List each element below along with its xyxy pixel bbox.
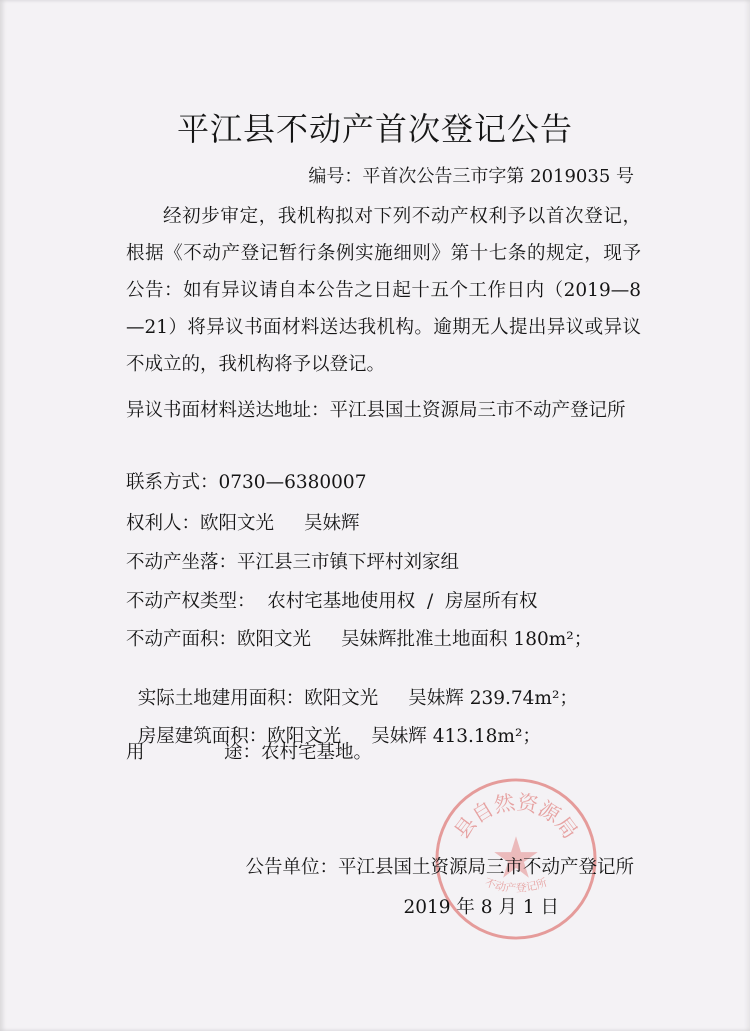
right-type-line: 不动产权类型： 农村宅基地使用权 / 房屋所有权 xyxy=(126,591,538,612)
contact-line: 联系方式：0730—6380007 xyxy=(126,472,367,493)
seal-inner-text: 不动产登记所 xyxy=(483,875,549,895)
usage-label-second: 途： xyxy=(224,742,262,763)
area-person-1: 欧阳文光 xyxy=(237,629,312,650)
area-label: 不动产面积： xyxy=(126,629,238,650)
seal-outer-text: 县自然资源局 xyxy=(449,789,583,844)
owners-label: 权利人： xyxy=(126,513,201,534)
owner-1: 欧阳文光 xyxy=(200,513,275,534)
notice-title: 平江县不动产首次登记公告 xyxy=(176,110,573,148)
usage-value: 农村宅基地。 xyxy=(261,742,373,763)
document-number: 编号：平首次公告三市字第 2019035 号 xyxy=(308,166,634,187)
actual-land-area-label: 实际土地建用面积： xyxy=(137,688,305,709)
actual-land-area-value: 239.74m²； xyxy=(463,688,578,709)
building-area-value: 413.18m²； xyxy=(426,726,541,747)
owner-2: 吴妹辉 xyxy=(304,513,360,534)
area-value: 批准土地面积 180m²； xyxy=(396,629,593,650)
issue-date: 2019 年 8 月 1 日 xyxy=(403,897,559,918)
usage-label-first: 用 xyxy=(126,742,145,763)
building-area-label: 房屋建筑面积： xyxy=(137,726,268,747)
area-person-2: 吴妹辉 xyxy=(341,629,397,650)
issuing-unit: 公告单位：平江县国土资源局三市不动产登记所 xyxy=(245,857,634,878)
actual-land-area-person-2: 吴妹辉 xyxy=(408,688,464,709)
building-area-person-2: 吴妹辉 xyxy=(371,726,427,747)
location-line: 不动产坐落：平江县三市镇下坪村刘家组 xyxy=(126,552,460,573)
usage-line xyxy=(126,738,372,764)
actual-land-area-person-1: 欧阳文光 xyxy=(304,688,379,709)
owners-line xyxy=(126,509,360,535)
objection-address: 异议书面材料送达地址：平江县国土资源局三市不动产登记所 xyxy=(126,400,626,421)
notice-body-paragraph: 经初步审定，我机构拟对下列不动产权利予以首次登记，根据《不动产登记暂行条例实施细则》第十七条的规定，现予公告：如有异议请自本公告之日起十五个工作日内（2019—8—21）将异议书面材料送达我机构。逾期无人提出异议或异议不成立的，我机构将予以登记。 xyxy=(126,206,641,375)
building-area-person-1: 欧阳文光 xyxy=(267,726,342,747)
area-line xyxy=(126,625,592,651)
